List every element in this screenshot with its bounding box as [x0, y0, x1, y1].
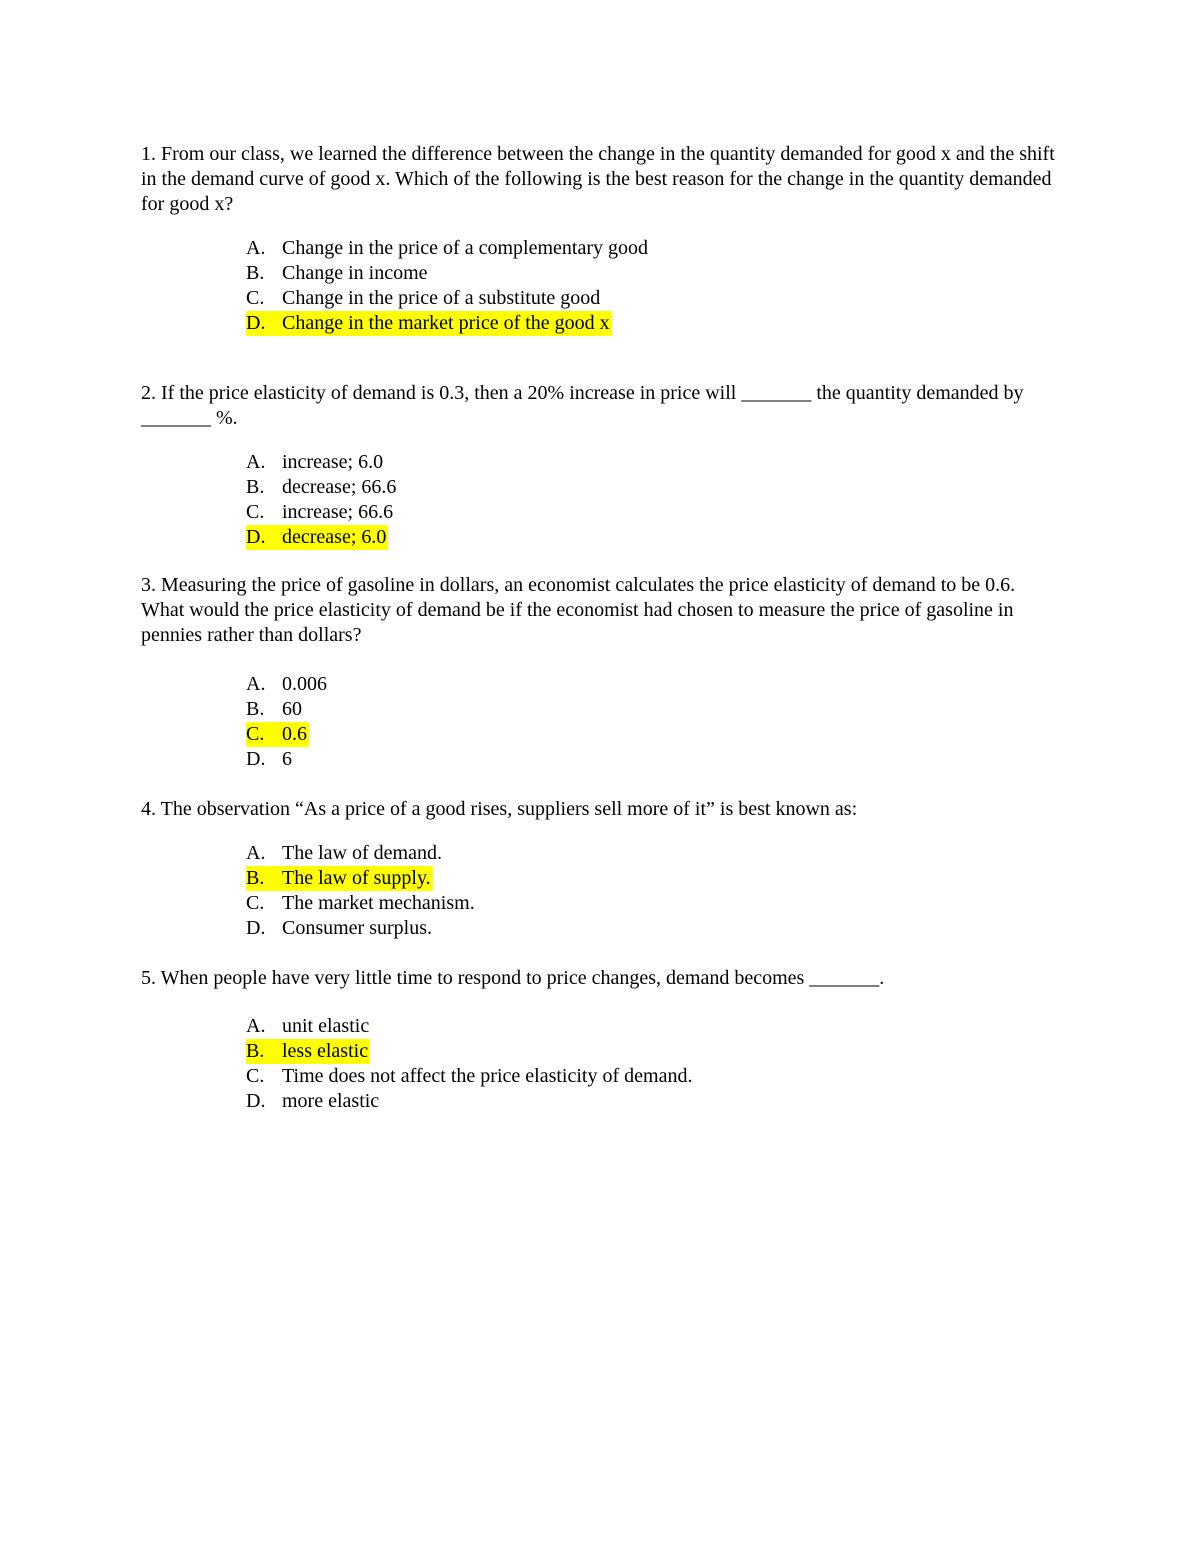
option-a [246, 672, 329, 697]
options-list [246, 672, 329, 772]
option-letter: C. [246, 892, 265, 914]
option-text: unit elastic [282, 1015, 370, 1037]
option-c [246, 1064, 694, 1089]
option-c [246, 286, 650, 311]
option-text: Change in the price of a complementary good [282, 237, 648, 259]
option-b [246, 261, 650, 286]
option-d [246, 916, 477, 941]
option-letter: B. [246, 476, 265, 498]
option-letter: B. [246, 1040, 265, 1062]
option-text: increase; 66.6 [282, 501, 394, 523]
option-text: Change in the market price of the good x [282, 312, 610, 334]
option-a [246, 236, 650, 261]
question-text: 1. From our class, we learned the difference between the change in the quantity demanded for good x and the shift in the demand curve of good x. Which of the following is the best reason for the change in the quantity demanded for good x? [141, 143, 1055, 215]
option-letter: A. [246, 1015, 266, 1037]
option-a [246, 841, 477, 866]
option-letter: B. [246, 698, 265, 720]
option-letter: C. [246, 723, 265, 745]
option-d [246, 311, 650, 336]
option-letter: C. [246, 501, 265, 523]
option-text: decrease; 6.0 [282, 526, 387, 548]
option-letter: B. [246, 867, 265, 889]
option-letter: A. [246, 842, 266, 864]
option-letter: C. [246, 1065, 265, 1087]
options-list [246, 450, 398, 550]
option-a [246, 1014, 694, 1039]
option-text: 0.006 [282, 673, 327, 695]
option-text: decrease; 66.6 [282, 476, 397, 498]
option-text: less elastic [282, 1040, 369, 1062]
option-b [246, 866, 477, 891]
option-text: Time does not affect the price elasticity of demand. [282, 1065, 693, 1087]
option-letter: A. [246, 673, 266, 695]
option-text: Change in income [282, 262, 428, 284]
option-text: The law of demand. [282, 842, 442, 864]
option-text: Consumer surplus. [282, 917, 432, 939]
question-text: 5. When people have very little time to respond to price changes, demand becomes _______. [141, 967, 885, 989]
option-text: 60 [282, 698, 302, 720]
option-text: Change in the price of a substitute good [282, 287, 601, 309]
option-text: The law of supply. [282, 867, 431, 889]
option-text: more elastic [282, 1090, 380, 1112]
question-5 [141, 966, 1061, 1112]
question-2 [141, 381, 1061, 548]
question-1 [141, 142, 1061, 334]
option-d [246, 747, 329, 772]
highlighted-answer [246, 525, 388, 550]
option-c [246, 891, 477, 916]
option-c [246, 722, 329, 747]
option-letter: D. [246, 526, 266, 548]
option-b [246, 697, 329, 722]
question-text: 2. If the price elasticity of demand is 0.3, then a 20% increase in price will _______ the quantity demanded by _______ %. [141, 382, 1024, 429]
question-4 [141, 797, 1061, 939]
question-text: 4. The observation “As a price of a good rises, suppliers sell more of it” is best known as: [141, 798, 858, 820]
option-a [246, 450, 398, 475]
option-c [246, 500, 398, 525]
option-letter: A. [246, 237, 266, 259]
question-3 [141, 573, 1061, 770]
option-letter: D. [246, 312, 266, 334]
option-text: 0.6 [282, 723, 307, 745]
option-text: The market mechanism. [282, 892, 475, 914]
option-letter: A. [246, 451, 266, 473]
option-letter: D. [246, 1090, 266, 1112]
option-letter: D. [246, 917, 266, 939]
options-list [246, 236, 650, 336]
option-letter: C. [246, 287, 265, 309]
options-list [246, 1014, 694, 1114]
option-d [246, 1089, 694, 1114]
option-text: increase; 6.0 [282, 451, 384, 473]
highlighted-answer [246, 866, 433, 891]
option-letter: D. [246, 748, 266, 770]
option-b [246, 475, 398, 500]
options-list [246, 841, 477, 941]
option-b [246, 1039, 694, 1064]
highlighted-answer [246, 722, 309, 747]
option-text: 6 [282, 748, 292, 770]
highlighted-answer [246, 1039, 370, 1064]
question-text: 3. Measuring the price of gasoline in dollars, an economist calculates the price elasticity of demand to be 0.6. What would the price elasticity of demand be if the economist had chosen to measure the price of gasoline in pennies rather than dollars? [141, 574, 1016, 646]
option-letter: B. [246, 262, 265, 284]
option-d [246, 525, 398, 550]
highlighted-answer [246, 311, 612, 336]
